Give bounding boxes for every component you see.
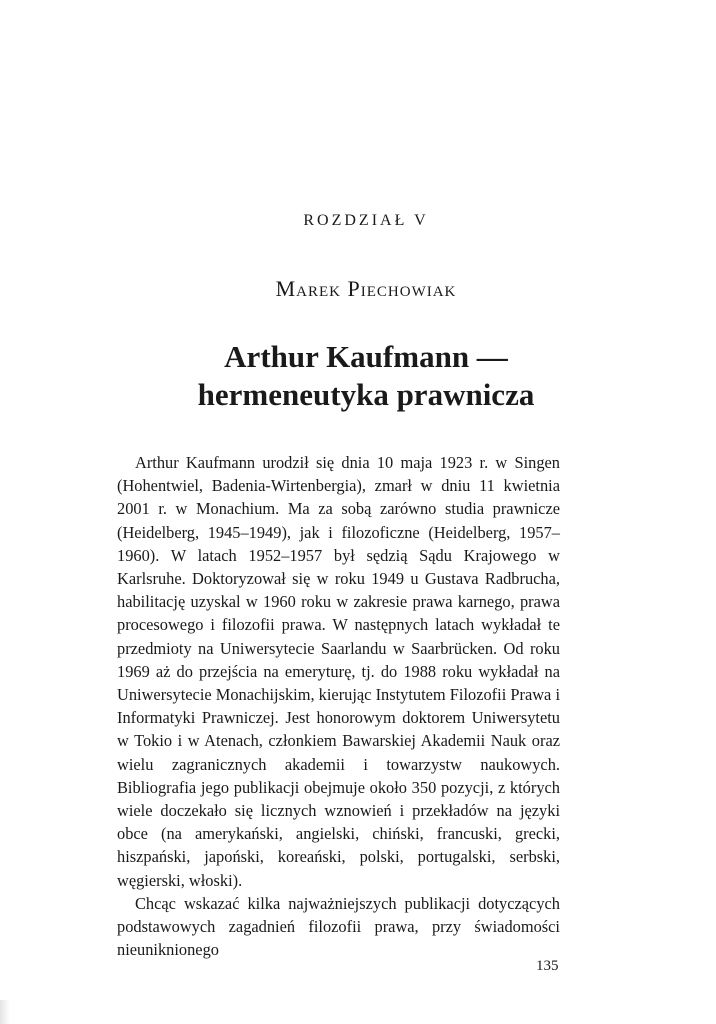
chapter-title-line-1: Arthur Kaufmann — [224, 339, 508, 374]
body-text [117, 451, 560, 961]
author-name: Marek Piechowiak [275, 276, 457, 301]
scan-edge-shadow [0, 1000, 10, 1024]
chapter-title [8, 338, 716, 414]
paragraph-publications: Chcąc wskazać kilka najważniejszych publikacji dotyczących podstawowych zagadnień filozofii prawa, przy świadomości nieuniknionego [117, 893, 560, 960]
page-number: 135 [536, 958, 559, 974]
paragraph-biography: Arthur Kaufmann urodził się dnia 10 maja 1923 r. w Singen (Hohentwiel, Badenia-Wirtenbergia), zmarł w dniu 11 kwietnia 2001 r. w Monachium. Ma za sobą zarówno studia prawnicze (Heidelberg, 1945–1949), jak i filozoficzne (Heidelberg, 1957–1960). W latach 1952–1957 był sędzią Sądu Krajowego w Karlsruhe. Doktoryzował się w roku 1949 u Gustava Radbrucha, habilitację uzyskal w 1960 roku w zakresie prawa karnego, prawa procesowego i filozofii prawa. W następnych latach wykładał te przedmioty na Uniwersytecie Saarlandu w Saarbrücken. Od roku 1969 aż do przejścia na emeryturę, tj. do 1988 roku wykładał na Uniwersytecie Monachijskim, kierując Instytutem Filozofii Prawa i Informatyki Prawniczej. Jest honorowym doktorem Uniwersytetu w Tokio i w Atenach, członkiem Bawarskiej Akademii Nauk oraz wielu zagranicznych akademii i towarzystw naukowych. Bibliografia jego publikacji obejmuje około 350 pozycji, z których wiele doczekało się licznych wznowień i przekładów na języki obce (na amerykański, angielski, chiński, francuski, grecki, hiszpański, japoński, koreański, polski, portugalski, serbski, węgierski, włoski). [117, 453, 560, 890]
chapter-title-line-2: hermeneutyka prawnicza [197, 377, 535, 412]
chapter-label: ROZDZIAŁ V [303, 212, 429, 229]
